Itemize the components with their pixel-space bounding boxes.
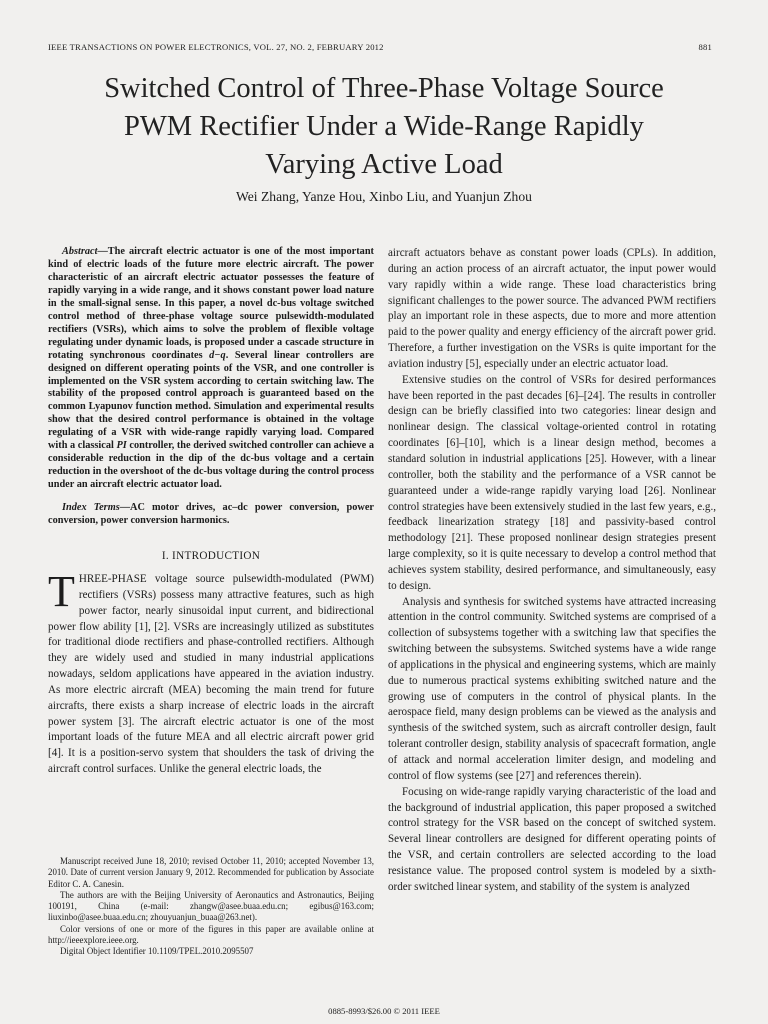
title-line: Switched Control of Three-Phase Voltage Source [104,73,664,104]
drop-cap: T [48,567,75,617]
footnote: Manuscript received June 18, 2010; revised October 11, 2010; accepted November 13, 2010. Date of current version January 9, 2012. Recommended for publication by Associate Editor C. A. Canesin. [48,856,374,889]
copyright-footer: 0885-8993/$26.00 © 2011 IEEE [328,1006,440,1016]
abstract [48,246,374,492]
intro-text: HREE-PHASE voltage source pulsewidth-modulated (PWM) rectifiers (VSRs) possess many attractive features, such as high power factor, nearly sinusoidal input current, and bidirectional power flow ability [1], [2]. VSRs are increasingly utilized as substitutes for traditional diode rectifiers and phase-controlled rectifiers. Although they are widely used and studied in many industrial applications nowadays, seldom applications have appeared in the aviation industry. As more electric aircraft (MEA) becoming the main trend for future aircrafts, there exists a sharp increase of electric loads in the aircraft power system [3]. The aircraft electric actuator is one of the most important loads of the future MEA and all electric aircraft power grid [4]. It is a position-servo system that shoulders the task of driving the aircraft control surfaces. Unlike the general electric loads, the [48,573,374,776]
abstract-lead: Abstract [62,246,98,257]
abstract-text: controller, the derived switched controller can achieve a considerable reduction in the dip of the dc-bus voltage and a certain reduction in the overshoot of the dc-bus voltage during the control process under an aircraft electric actuator load. [48,440,374,491]
page-number: 881 [698,42,712,52]
intro-paragraph [48,567,374,778]
footnotes [48,856,374,958]
authors: Wei Zhang, Yanze Hou, Xinbo Liu, and Yuanjun Zhou [236,189,532,204]
index-terms-text: —AC motor drives, ac–dc power conversion, power conversion, power conversion harmonics. [48,502,374,527]
introduction [48,567,374,778]
dq-symbol: d−q [209,349,226,361]
footnote: Digital Object Identifier 10.1109/TPEL.2010.2095507 [60,946,254,957]
title-line: Varying Active Load [265,149,503,180]
index-terms-lead: Index Terms [62,502,120,514]
footnote: The authors are with the Beijing University of Aeronautics and Astronautics, Beijing 100191, China (e-mail: zhangw@asee.buaa.edu.cn; egibus@163.com; liuxinbo@asee.buaa.edu.cn; zhouyuanjun_buaa@263.net). [48,889,374,923]
left-column [48,246,374,778]
body-paragraph: aircraft actuators behave as constant power loads (CPLs). In addition, during an action process of an aircraft actuator, the input power would vary rapidly within a wide range. These load characteristics bring significant challenges to the power source. The advanced PWM rectifiers play an important role in these aspects, due to more and more attention paid to the power quality and energy efficiency of the aircraft power grid. Therefore, a further investigation on the VSRs is quite important for the aviation industry [5], especially under an electric actuator load. [388,247,716,370]
right-column [388,246,716,896]
section-heading: I. INTRODUCTION [161,550,261,563]
index-terms [48,502,374,528]
paper-title [40,70,728,184]
body-paragraph: Analysis and synthesis for switched systems have attracted increasing attention in the control community. Switched systems are comprised of a collection of subsystems together with a switching law that specifies the switching between the subsystems. Switched systems have a wide range of applications in the physical and engineering systems, which are mainly due to numerous practical systems exhibiting switched nature and the growing use of computers in the control of physical plants. In the aerospace field, many design problems can be viewed as the analysis and synthesis of the switched system, such as aircraft controller design, fault tolerant controller design, stability analysis of spacecraft formation, angle of attack and normal acceleration limiter design, and modeling and control of flow systems (see [27] and references therein). [388,595,716,782]
title-line: PWM Rectifier Under a Wide-Range Rapidly [124,111,644,142]
abstract-text: . Several linear controllers are designed on different operating points of the VSR, and one controller is implemented on the VSR system according to certain switching law. The stability of the proposed control approach is guaranteed based on the common Lyapunov function method. Simulation and experimental results show that the desired control performance is obtained in the voltage regulating of a VSR with wide-range rapidly varying load. Compared with a classical [48,349,374,452]
abstract-text: —The aircraft electric actuator is one of the most important kind of electric loads of the future more electric aircraft. The power characteristic of an aircraft electric actuator possesses the feature of rapidly varying in a wide range, and it shows constant power load nature in the small-signal sense. In this paper, a novel dc-bus voltage switched control method of three-phase voltage source pulsewidth-modulated rectifiers (VSRs), which aims to solve the problem of flexible voltage regulating under dynamic loads, is proposed under a cascade structure in rotating synchronous coordinates [48,246,374,361]
body-paragraph: Extensive studies on the control of VSRs for desired performances have been reported in the past decades [6]–[24]. The results in controller design can be briefly classified into two categories: linear design and nonlinear design. The classical voltage-oriented control in rotating coordinates [6]–[10], which is a linear design method, becomes a standard solution in industrial applications [25]. However, with a linear controller, both the stability and the performance of a VSR cannot be guaranteed under a wide-range rapidly varying load [26]. Nonlinear control strategies have been extensively studied in the last few years, e.g., feedback linearization strategy [18] and passivity-based control methodology [21]. These proposed nonlinear design strategies present large complexity, so it is quite necessary to develop a control method that achieves system stability, desired performance, and simultaneously, easy to design. [388,373,716,592]
running-head [48,42,712,52]
journal-header: IEEE TRANSACTIONS ON POWER ELECTRONICS, VOL. 27, NO. 2, FEBRUARY 2012 [48,42,384,52]
pi-symbol: PI [116,440,127,452]
footnote: Color versions of one or more of the figures in this paper are available online at http://ieeexplore.ieee.org. [48,923,374,946]
body-paragraph: Focusing on wide-range rapidly varying characteristic of the load and the background of industrial application, this paper proposed a switched control strategy for the VSR based on the concept of switched system. Several linear controllers are designed for different operating points of the VSR, and certain controllers are selected according to the load resistance value. The proposed control system is modeled by a sixth-order switched linear system, and stability of the system is analyzed [388,785,716,893]
